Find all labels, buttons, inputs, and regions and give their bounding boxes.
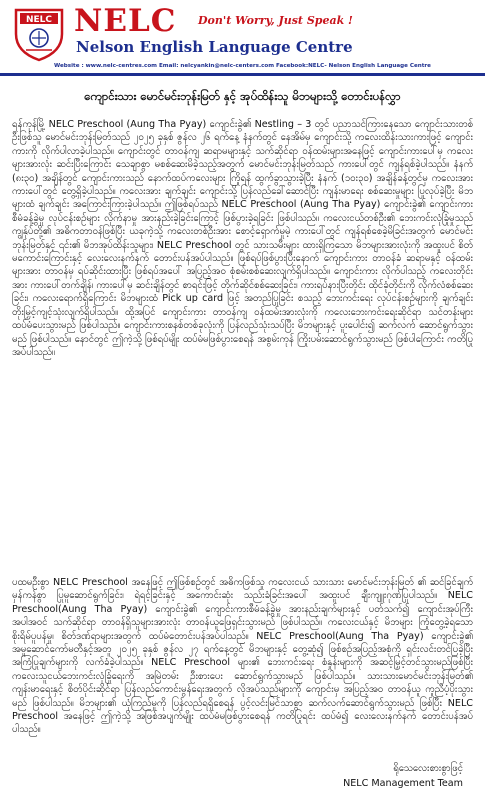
letter-paragraph-1: ရန်ကုန်မြို့ NELC Preschool (Aung Tha Pyay) ကျောင်းခွဲ၏ Nestling – 3 တွင် ပညာသင်ကြားနေသော ကျောင်းသားတစ်ဦးဖြစ်သူ မောင်မင်းဘုန်းမြတ်သည် ၂၀၂၅ ခုနှစ် ဇွန်လ ၂၆ ရက်နေ့ နံနက်တွင် နေအိမ်မှ ကျောင်းသို့ ကလေးထိန်းသားကားဖြင့် ကျောင်းကားကို လိုက်ပါလာခဲ့ပါသည်။ ကျောင်းတွင် တာဝန်ကျ ဆရာမများနှင့် သက်ဆိုင်ရာ ဝန်ထမ်းများအနေဖြင့် ကျောင်းကားပေါ်မှ ကလေးများအားလုံး ဆင်းပြီးကြောင်း သေချာစွာ မစစ်ဆေးမိခဲ့သည့်အတွက် မောင်မင်းဘုန်းမြတ်သည် ကားပေါ်တွင် ကျန်ရစ်ခဲ့ပါသည်။ နံနက် (၈း၃၀) အချိန်တွင် ကျောင်းကားသည် နောက်ထပ်ကလေးများ ကြိုရန် ထွက်ခွာသွားခဲ့ပြီး နံနက် (၁၀း၃၀) အချိန်ခန့်တွင်မှ ကလေးအား ကားပေါ်တွင် တွေ့ရှိခဲ့ပါသည်။ ကလေးအား ချက်ချင်း ကျောင်းသို့ ပြန်လည်ခေါ်ဆောင်ပြီး ကျန်းမာရေး စစ်ဆေးမှုများ ပြုလုပ်ခဲ့ပြီး မိဘများထံ ချက်ချင်း အကြောင်းကြားခဲ့ပါသည်။ ဤဖြစ်ရပ်သည် NELC Preschool (Aung Tha Pyay) ကျောင်းခွဲ၏ ကျောင်းကားစီမံခန့်ခွဲမှု လုပ်ငန်းစဉ်များ လိုက်နာမှု အားနည်းခဲ့ခြင်းကြောင့် ဖြစ်ပွားခဲ့ရခြင်း ဖြစ်ပါသည်။ ကလေးငယ်တစ်ဦး၏ ဘေးကင်းလုံခြုံမှုသည် ကျွန်ုပ်တို့၏ အဓိကတာဝန်ဖြစ်ပြီး ယခုကဲ့သို့ ကလေးတစ်ဦးအား စောင့်ရှောက်မှုမဲ့ ကားပေါ်တွင် ကျန်ရစ်စေခဲ့မိခြင်းအတွက် မောင်မင်းဘုန်းမြတ်နှင့် ၎င်း၏ မိဘအုပ်ထိန်းသူများ၊ NELC Preschool တွင် သားသမီးများ ထားရှိကြသော မိဘများအားလုံးကို အထူးပင် စိတ်မကောင်းကြောင်းနှင့် လေးလေးနက်နက် တောင်းပန်အပ်ပါသည်။ ဖြစ်ရပ်ဖြစ်ပွားပြီးနောက် ကျောင်းကား တာဝန်ခံ ဆရာမနှင့် ဝန်ထမ်းများအား တာဝန်မှ ရပ်ဆိုင်းထားပြီး ဖြစ်ရပ်အပေါ် အပြည့်အဝ စုံစမ်းစစ်ဆေးလျက်ရှိပါသည်။ ကျောင်းကား လိုက်ပါသည့် ကလေးတိုင်းအား ကားပေါ်တက်ချိန်၊ ကားပေါ်မှ ဆင်းချိန်တွင် စာရင်းဖြင့် တိုက်ဆိုင်စစ်ဆေးခြင်း၊ ကားရပ်နားပြီးတိုင်း ထိုင်ခုံတိုင်းကို လိုက်လံစစ်ဆေးခြင်း၊ ကလေးရောက်ရှိကြောင်း မိဘများထံ Pick up card ဖြင့် အတည်ပြုခြင်း စသည့် ဘေးကင်းရေး လုပ်ငန်းစဉ်များကို ချက်ချင်း တိုးမြှင့်ကျင့်သုံးလျက်ရှိပါသည်။ ထို့အပြင် ကျောင်းကား တာဝန်ကျ ဝန်ထမ်းအားလုံးကို ကလေးဘေးကင်းရေးဆိုင်ရာ သင်တန်းများ ထပ်မံပေးသွားမည် ဖြစ်ပါသည်။ ကျောင်းကားစနစ်တစ်ခုလုံးကို ပြန်လည်သုံးသပ်ပြီး မိဘများနှင့် ပူးပေါင်း၍ ဆက်လက် ဆောင်ရွက်သွားမည် ဖြစ်ပါသည်။ နောင်တွင် ဤကဲ့သို့ ဖြစ်ရပ်မျိုး ထပ်မံမဖြစ်ပွားစေရန် အစွမ်းကုန် ကြိုးပမ်းဆောင်ရွက်သွားမည် ဖြစ်ပါကြောင်း ကတိပြုအပ်ပါသည်။ <box>12 119 473 358</box>
letter-paragraph-2: ပထမဦးစွာ NELC Preschool အနေဖြင့် ဤဖြစ်စဉ်တွင် အဓိကဖြစ်သူ ကလေးငယ် သားသား မောင်မင်းဘုန်းမြတ် ၏ ဆင်ခြင်ချက်မှန်ကန်စွာ ပြုမူဆောင်ရွက်ခြင်း၊ ရဲရင့်ခြင်းနှင့် အကောင်းဆုံး သည်းခံခြင်းအပေါ် အထူးပင် ချီးကျူးဂုဏ်ပြုပါသည်။ NELC Preschool(Aung Tha Pyay) ကျောင်းခွဲ၏ ကျောင်းကားစီမံခန့်ခွဲမှု အားနည်းချက်များနှင့် ပတ်သက်၍ ကျောင်းအုပ်ကြီးအပါအဝင် သက်ဆိုင်ရာ တာဝန်ရှိသူများအားလုံး တာဝန်ယူဖြေရှင်းသွားမည် ဖြစ်ပါသည်။ ကလေးငယ်နှင့် မိဘများ ကြုံတွေ့ခဲ့ရသော စိုးရိမ်ပူပန်မှု၊ စိတ်ဒဏ်ရာများအတွက် ထပ်မံတောင်းပန်အပ်ပါသည်။ NELC Preschool(Aung Tha Pyay) ကျောင်းခွဲ၏ အမှုဆောင်ကော်မတီနှင့်အတူ ၂၀၂၅ ခုနှစ် ဇွန်လ ၂၇ ရက်နေ့တွင် မိဘများနှင့် တွေ့ဆုံ၍ ဖြစ်စဉ်အပြည့်အစုံကို ရှင်းလင်းတင်ပြခဲ့ပြီး အကြံပြုချက်များကို လက်ခံခဲ့ပါသည်။ NELC Preschool များ၏ ဘေးကင်းရေး စံနှုန်းများကို အဆင့်မြှင့်တင်သွားမည်ဖြစ်ပြီး ကလေးသူငယ်ဘေးကင်းလုံခြုံရေးကို အမြဲတမ်း ဦးစားပေး ဆောင်ရွက်သွားမည် ဖြစ်ပါသည်။ သားသားမောင်မင်းဘုန်းမြတ်၏ ကျန်းမာရေးနှင့် စိတ်ပိုင်းဆိုင်ရာ ပြန်လည်ကောင်းမွန်ရေးအတွက် လိုအပ်သည်များကို ကျောင်းမှ အပြည့်အဝ တာဝန်ယူ ကူညီပံ့ပိုးသွားမည် ဖြစ်ပါသည်။ မိဘများ၏ ယုံကြည်မှုကို ပြန်လည်ရရှိစေရန် ပွင့်လင်းမြင်သာစွာ ဆက်လက်ဆောင်ရွက်သွားမည် ဖြစ်ပြီး NELC Preschool အနေဖြင့် ဤကဲ့သို့ အဖြစ်အပျက်မျိုး ထပ်မံမဖြစ်ပွားစေရန် ကတိပြုရင်း ထပ်မံ၍ လေးလေးနက်နက် တောင်းပန်အပ်ပါသည်။ <box>12 577 473 736</box>
centre-full-name: Nelson English Language Centre <box>76 38 353 56</box>
contact-line: Website : www.nelc-centres.com Email: nelcyankin@nelc-centers.com Facebook:NELC- Nelson English Language Centre <box>54 63 431 69</box>
letterhead <box>0 0 485 66</box>
signature: NELC Management Team <box>343 778 463 789</box>
closing-line: ရိုသေလေးစားစွာဖြင့် <box>393 763 463 774</box>
letter-title: ကျောင်းသား မောင်မင်းဘုန်းမြတ် နှင့် အုပ်ထိန်းသူ မိဘများသို့ တောင်းပန်လွှာ <box>84 89 401 103</box>
nelc-crest-logo <box>12 4 66 62</box>
logo-text: NELC <box>25 15 53 25</box>
brand-name: NELC <box>74 3 177 39</box>
slogan: Don't Worry, Just Speak ! <box>198 14 353 27</box>
header-divider <box>0 73 485 76</box>
